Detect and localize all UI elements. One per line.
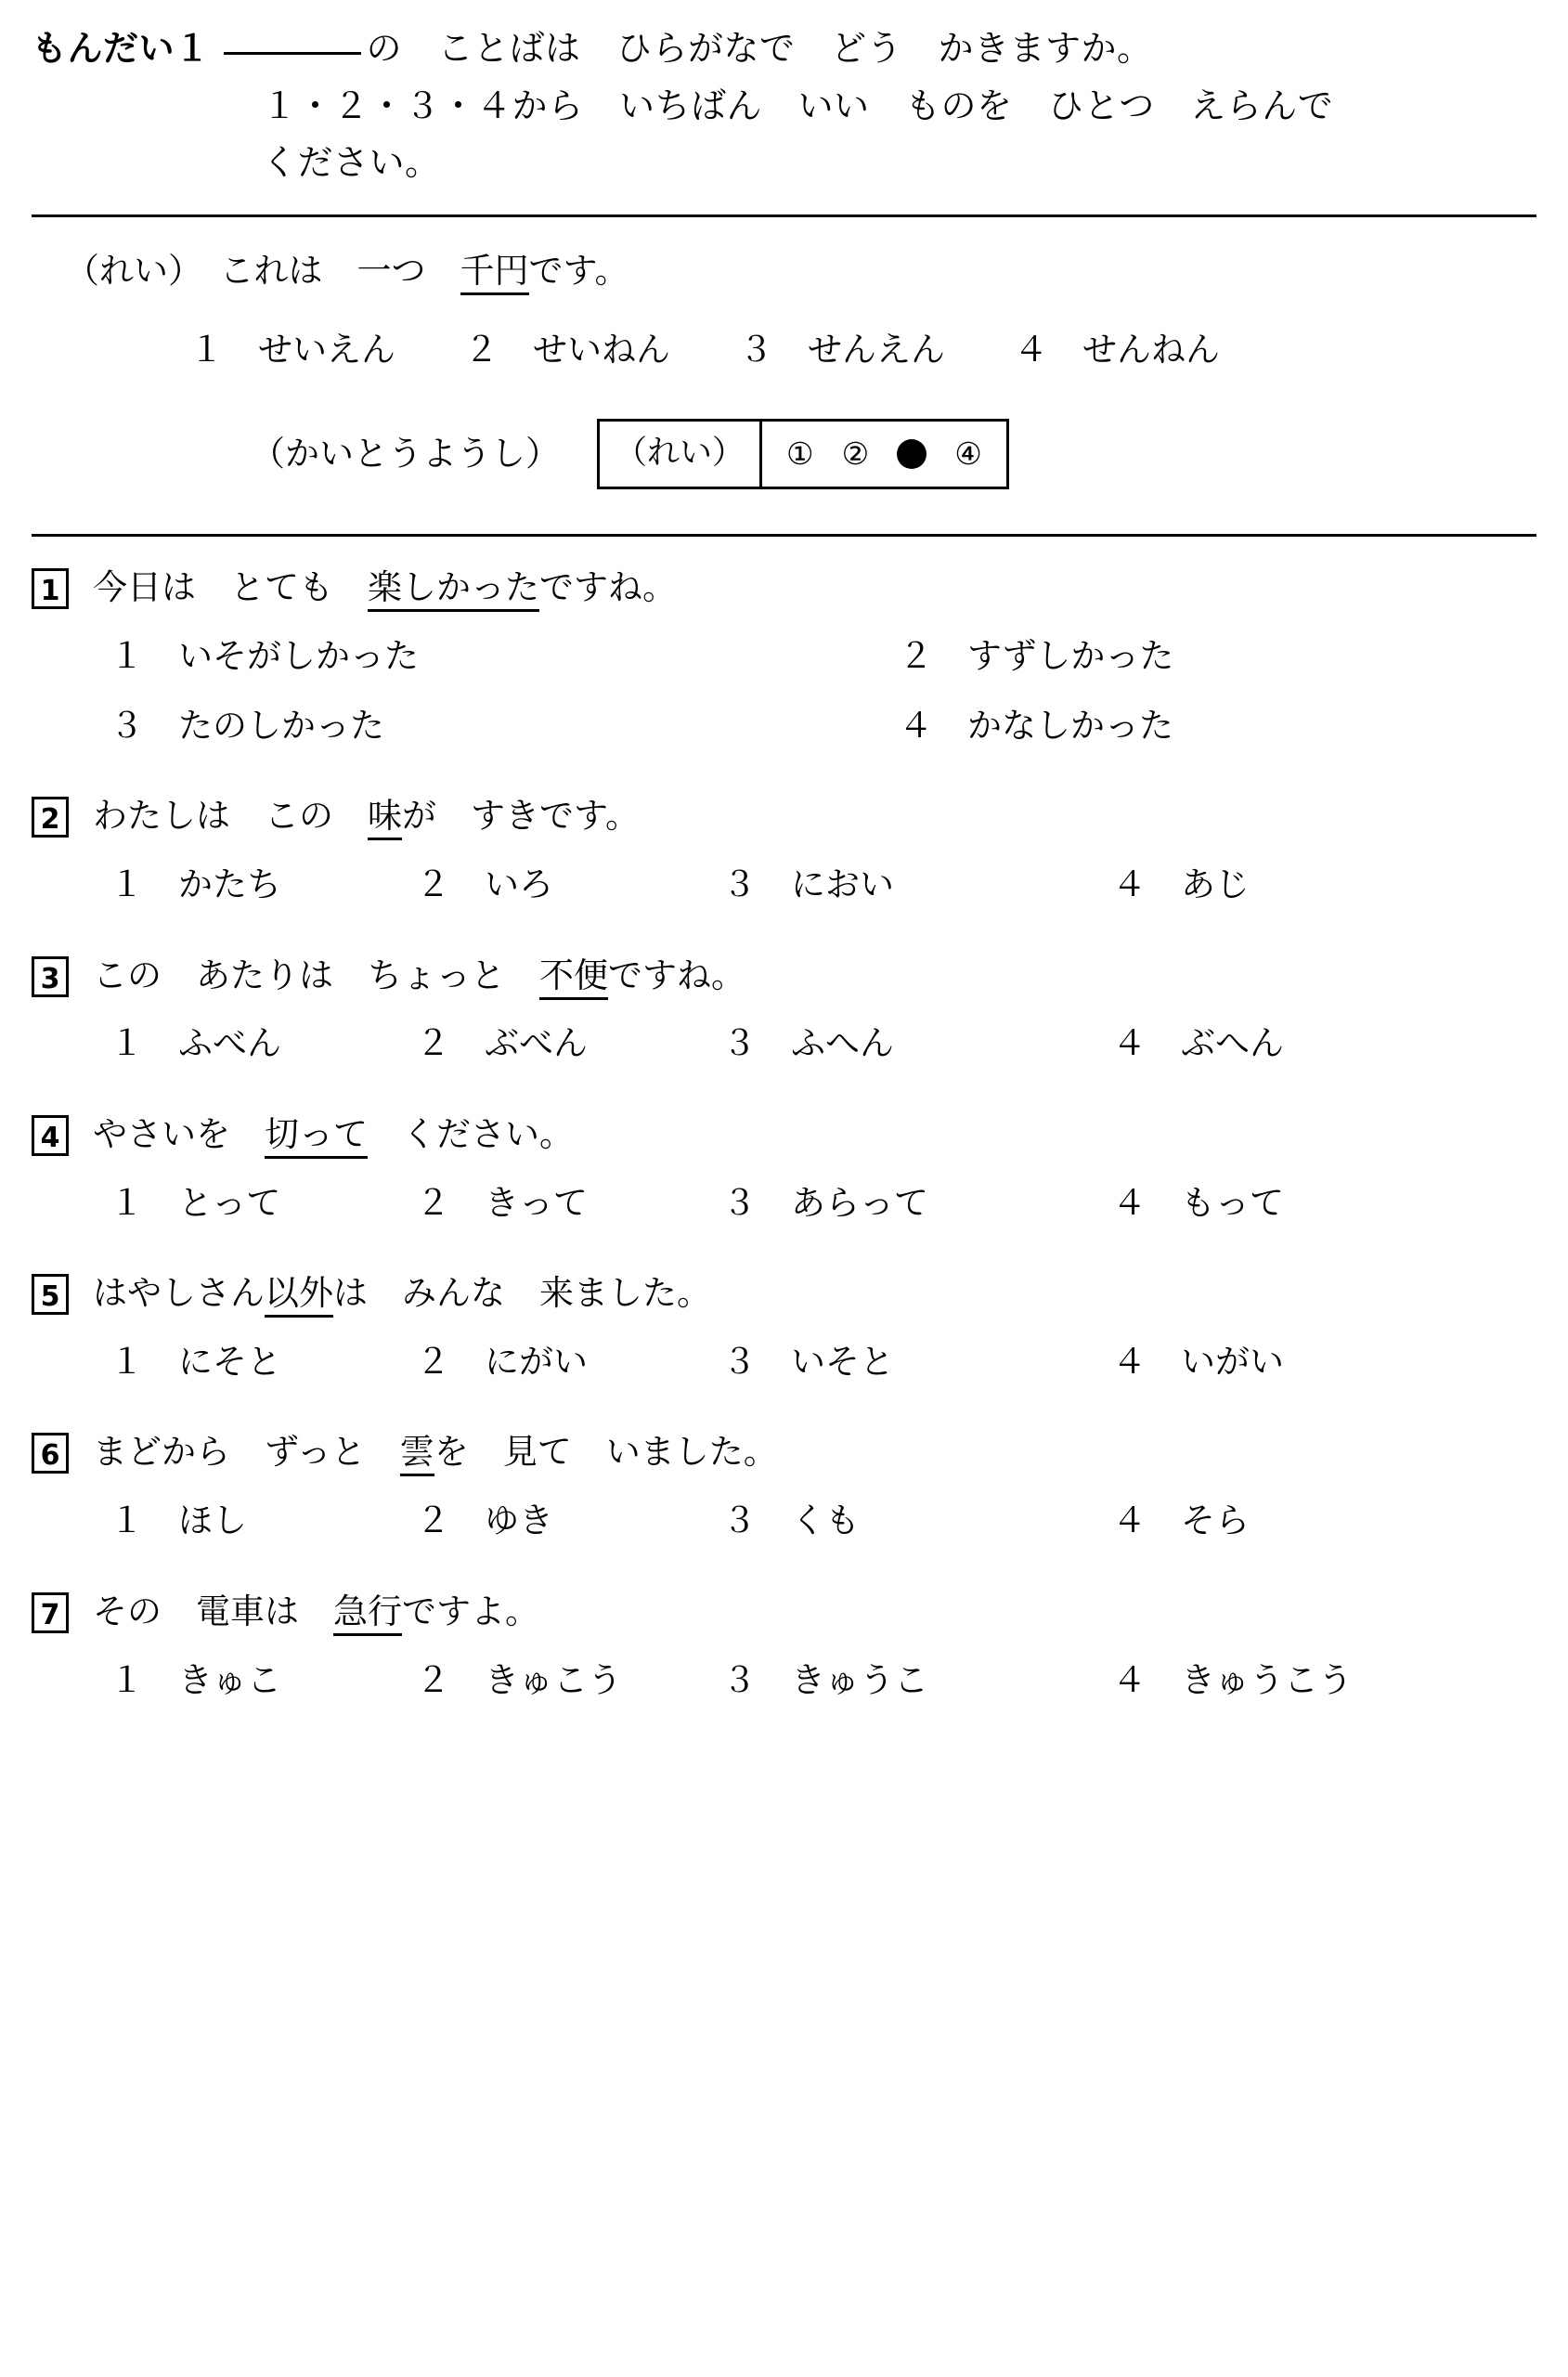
choice-option[interactable]: １ にそと bbox=[110, 1342, 281, 1383]
choice-row bbox=[110, 1654, 1536, 1707]
question-item bbox=[32, 1429, 1536, 1547]
example-sentence bbox=[32, 245, 1536, 297]
instruction-line-2: １・２・３・４から いちばん いい ものを ひとつ えらんで bbox=[262, 84, 1334, 126]
choice-option[interactable]: ４ そら bbox=[1112, 1500, 1250, 1541]
question-underlined-word: 以外 bbox=[265, 1273, 333, 1318]
answer-sheet-label: （かいとうようし） bbox=[251, 433, 560, 474]
choice-option[interactable]: ２ きゅこう bbox=[416, 1659, 622, 1700]
bubble-1: ① bbox=[786, 435, 814, 472]
choice-option[interactable]: １ かたち bbox=[110, 864, 281, 905]
bubble-2: ② bbox=[841, 435, 870, 472]
choice-option[interactable]: １ ほし bbox=[110, 1500, 247, 1541]
example-underlined-word: 千円 bbox=[460, 251, 529, 295]
question-underlined-word: 味 bbox=[368, 796, 402, 840]
choice-option[interactable]: ２ すずしかった bbox=[899, 635, 1174, 676]
question-head bbox=[32, 1111, 1536, 1158]
question-number: 2 bbox=[32, 797, 69, 838]
choice-row bbox=[110, 699, 1536, 752]
question-underlined-word: 急行 bbox=[333, 1591, 402, 1636]
question-text-pre: その 電車は bbox=[93, 1591, 333, 1631]
question-text bbox=[93, 1589, 539, 1635]
example-label: （れい） bbox=[65, 250, 186, 291]
choice-row bbox=[110, 858, 1536, 911]
choice-option[interactable]: ４ ぶへん bbox=[1112, 1023, 1284, 1064]
question-list bbox=[32, 537, 1536, 1707]
question-text-pre: わたしは この bbox=[93, 796, 368, 837]
choice-row bbox=[110, 1017, 1536, 1070]
choice-option[interactable]: ４ もって bbox=[1112, 1182, 1284, 1223]
question-text-post: ですね。 bbox=[539, 566, 677, 607]
instruction-block bbox=[32, 20, 1536, 192]
choice-option[interactable]: １ ふべん bbox=[110, 1023, 281, 1064]
example-choices: １ せいえん ２ せいねん ３ せんえん ４ せんねん bbox=[189, 330, 1220, 370]
choice-option[interactable]: ３ くも bbox=[722, 1500, 860, 1541]
question-text bbox=[93, 793, 640, 839]
question-choices bbox=[32, 1176, 1536, 1229]
question-choices bbox=[32, 858, 1536, 911]
question-head bbox=[32, 953, 1536, 999]
question-head bbox=[32, 1270, 1536, 1317]
answer-box-label: （れい） bbox=[600, 422, 762, 487]
question-text-pre: やさいを bbox=[93, 1113, 265, 1154]
choice-option[interactable]: １ とって bbox=[110, 1182, 281, 1223]
question-number: 4 bbox=[32, 1115, 69, 1156]
choice-row bbox=[110, 1494, 1536, 1547]
question-text-post: ですね。 bbox=[608, 955, 745, 995]
choice-option[interactable]: １ きゅこ bbox=[110, 1659, 281, 1700]
question-item bbox=[32, 1589, 1536, 1707]
choice-option[interactable]: ３ ふへん bbox=[722, 1023, 894, 1064]
choice-option[interactable]: ３ あらって bbox=[722, 1182, 928, 1223]
question-text-pre: はやしさん bbox=[93, 1273, 265, 1314]
question-item bbox=[32, 1270, 1536, 1388]
question-item bbox=[32, 565, 1536, 753]
blank-underline-icon bbox=[224, 52, 361, 55]
instruction-line-3: ください。 bbox=[262, 142, 441, 184]
choice-option[interactable]: ４ あじ bbox=[1112, 864, 1250, 905]
question-head bbox=[32, 1589, 1536, 1635]
question-underlined-word: 不便 bbox=[539, 955, 608, 1000]
question-text bbox=[93, 1270, 711, 1317]
question-text-post: ですよ。 bbox=[402, 1591, 539, 1631]
bubble-3-filled bbox=[897, 439, 927, 469]
question-text bbox=[93, 1111, 574, 1158]
question-number: 1 bbox=[32, 568, 69, 609]
question-head bbox=[32, 793, 1536, 839]
question-text-post: は みんな 来ました。 bbox=[333, 1273, 711, 1314]
choice-option[interactable]: ４ かなしかった bbox=[899, 705, 1173, 746]
question-choices bbox=[32, 1494, 1536, 1547]
question-underlined-word: 楽しかった bbox=[368, 567, 539, 612]
choice-option[interactable]: ２ ぶべん bbox=[416, 1023, 588, 1064]
choice-option[interactable]: １ いそがしかった bbox=[110, 635, 419, 676]
question-text-post: が すきです。 bbox=[402, 796, 641, 837]
question-item bbox=[32, 793, 1536, 911]
choice-option[interactable]: ４ きゅうこう bbox=[1112, 1659, 1353, 1700]
choice-option[interactable]: ３ におい bbox=[722, 864, 894, 905]
question-text bbox=[93, 1429, 778, 1475]
instruction-heading: もんだい１ bbox=[32, 28, 211, 69]
choice-option[interactable]: ３ きゅうこ bbox=[722, 1659, 928, 1700]
question-underlined-word: 切って bbox=[265, 1114, 368, 1159]
question-text-pre: この あたりは ちょっと bbox=[93, 955, 539, 995]
choice-row bbox=[110, 1335, 1536, 1388]
choice-option[interactable]: ２ ゆき bbox=[416, 1500, 553, 1541]
question-text bbox=[93, 953, 745, 999]
question-choices bbox=[32, 1654, 1536, 1707]
choice-option[interactable]: ３ いそと bbox=[722, 1342, 894, 1383]
bubble-4: ④ bbox=[954, 435, 982, 472]
choice-row bbox=[110, 630, 1536, 682]
question-number: 7 bbox=[32, 1592, 69, 1633]
question-text-post: ください。 bbox=[368, 1113, 574, 1154]
question-number: 5 bbox=[32, 1274, 69, 1315]
choice-option[interactable]: ２ いろ bbox=[416, 864, 553, 905]
choice-option[interactable]: ２ にがい bbox=[416, 1342, 588, 1383]
choice-option[interactable]: ３ たのしかった bbox=[110, 705, 384, 746]
question-number: 6 bbox=[32, 1433, 69, 1474]
question-choices bbox=[32, 1335, 1536, 1388]
question-text-pre: 今日は とても bbox=[93, 566, 368, 607]
question-item bbox=[32, 1111, 1536, 1229]
instruction-line-1 bbox=[32, 20, 1536, 78]
question-number: 3 bbox=[32, 956, 69, 997]
question-choices bbox=[32, 1017, 1536, 1070]
question-text-post: を 見て いました。 bbox=[434, 1432, 778, 1473]
example-sentence-post: です。 bbox=[528, 250, 629, 291]
question-underlined-word: 雲 bbox=[400, 1432, 434, 1476]
example-block bbox=[32, 217, 1536, 512]
choice-row bbox=[110, 1176, 1536, 1229]
instruction-line-1-suffix: の ことばは ひらがなで どう かきますか。 bbox=[366, 28, 1153, 69]
question-choices bbox=[32, 630, 1536, 753]
answer-bubbles bbox=[762, 422, 1006, 487]
answer-sheet-example bbox=[32, 419, 1536, 489]
example-sentence-pre: これは 一つ bbox=[185, 250, 460, 291]
question-text bbox=[93, 565, 677, 611]
question-head bbox=[32, 565, 1536, 611]
question-item bbox=[32, 953, 1536, 1071]
choice-option[interactable]: ２ きって bbox=[416, 1182, 588, 1223]
question-text-pre: まどから ずっと bbox=[93, 1432, 400, 1473]
question-head bbox=[32, 1429, 1536, 1475]
choice-option[interactable]: ４ いがい bbox=[1112, 1342, 1284, 1383]
answer-box bbox=[597, 419, 1009, 489]
